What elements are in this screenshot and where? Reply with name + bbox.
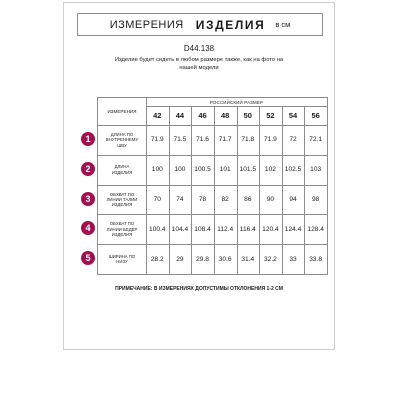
measurement-value: 33.8 <box>309 255 323 263</box>
size-header: 48 <box>221 111 230 120</box>
size-header: 46 <box>198 111 207 120</box>
measurement-value: 112.4 <box>217 225 234 233</box>
row-name-line: ВНУТРЕННЕМУ <box>105 137 139 143</box>
size-header: 52 <box>266 111 275 120</box>
row-name-line: ШИРИНА ПО <box>108 253 136 259</box>
measurement-value: 128.4 <box>307 225 324 233</box>
measurement-value: 90 <box>266 195 275 203</box>
measurement-value: 120.4 <box>262 225 279 233</box>
measurement-value: 31.4 <box>241 255 255 263</box>
measurement-value: 104.4 <box>171 225 189 233</box>
row-number-badge: 2 <box>81 162 95 176</box>
measurements-table <box>97 97 328 275</box>
measurement-value: 108.4 <box>194 225 211 233</box>
fit-note-line1: Изделие будет сидеть в любом размере также, как на фото на <box>114 57 284 63</box>
measurement-value: 124.4 <box>284 225 302 233</box>
measurement-value: 102 <box>264 166 276 174</box>
measurement-value: 71.7 <box>218 136 232 144</box>
measurement-value: 71.9 <box>264 136 277 144</box>
row-number-badge: 5 <box>81 251 95 265</box>
size-chart-sheet <box>63 2 335 350</box>
title-measurements: ИЗМЕРЕНИЯ <box>109 18 184 31</box>
measurement-value: 71.6 <box>196 136 209 144</box>
measurement-value: 100.5 <box>194 166 211 174</box>
measurement-value: 100 <box>174 166 186 174</box>
row-name-line: ЛИНИИ БЕДЕР <box>106 226 138 232</box>
measurement-value: 72 <box>289 136 297 144</box>
measurement-value: 86 <box>244 195 252 203</box>
row-name <box>98 155 146 185</box>
size-header: 44 <box>175 111 185 120</box>
row-number-badge: 3 <box>81 192 95 206</box>
row-name-line: ИЗДЕЛИЯ <box>111 231 133 237</box>
size-header: 54 <box>288 111 298 120</box>
table-corner-label: ИЗМЕРЕНИЯ <box>107 109 137 114</box>
row-name-line: ДЛИНА <box>114 164 130 170</box>
measurement-value: 102.5 <box>284 166 302 174</box>
measurement-value: 78 <box>198 195 207 203</box>
row-name-line: ОБХВАТ ПО <box>109 221 135 227</box>
measurement-value: 74 <box>176 195 184 203</box>
row-name <box>98 214 146 244</box>
row-name-line: ЛИНИИ ТАЛИИ <box>106 196 138 202</box>
row-name-line: ИЗДЕЛИЯ <box>111 169 133 175</box>
measurement-value: 100.4 <box>149 225 166 233</box>
tolerance-footnote: ПРИМЕЧАНИЕ: В ИЗМЕРЕНИЯХ ДОПУСТИМЫ ОТКЛОНЕНИЯ 1-2 СМ <box>115 286 283 292</box>
size-header: 42 <box>153 111 162 120</box>
measurement-value: 72.1 <box>309 136 323 144</box>
measurement-value: 29.8 <box>196 255 209 263</box>
measurement-value: 33 <box>289 255 297 263</box>
measurement-value: 70 <box>153 195 161 203</box>
measurement-value: 100 <box>151 166 163 174</box>
row-name <box>98 244 146 274</box>
size-header: 50 <box>243 111 252 120</box>
measurement-value: 101 <box>219 166 231 174</box>
measurement-value: 116.4 <box>239 225 256 233</box>
row-name <box>98 125 146 155</box>
row-number-badge: 1 <box>81 132 95 146</box>
size-system-label: РОССИЙСКИЙ РАЗМЕР <box>209 99 264 105</box>
measurement-value: 101.5 <box>239 166 257 174</box>
row-number-badge: 4 <box>81 221 95 235</box>
row-name-line: ШВУ <box>117 142 127 148</box>
title-unit: в см <box>275 20 291 29</box>
measurement-value: 94 <box>289 195 297 203</box>
measurement-value: 103 <box>310 166 322 174</box>
fit-note-line2: нашей модели <box>179 65 219 71</box>
article-number: D44.138 <box>183 44 215 53</box>
row-name <box>98 185 146 215</box>
measurement-value: 71.8 <box>241 136 255 144</box>
title-product: ИЗДЕЛИЯ <box>195 17 266 32</box>
fit-note <box>86 56 312 72</box>
row-name-line: НИЗУ <box>116 259 128 265</box>
measurement-value: 71.9 <box>150 136 164 144</box>
title-bar <box>77 13 323 36</box>
measurement-value: 82 <box>221 195 229 203</box>
measurement-value: 29 <box>176 255 184 263</box>
row-name-line: ОБХВАТ ПО <box>109 191 135 197</box>
measurement-value: 30.6 <box>218 255 232 263</box>
measurement-value: 28.2 <box>150 255 164 263</box>
measurement-value: 71.5 <box>173 136 187 144</box>
size-header: 56 <box>311 111 320 120</box>
row-name-line: ДЛИНА ПО <box>110 132 134 138</box>
measurement-value: 32.2 <box>264 255 277 263</box>
row-name-line: ИЗДЕЛИЯ <box>111 202 133 208</box>
measurement-value: 98 <box>312 195 320 203</box>
